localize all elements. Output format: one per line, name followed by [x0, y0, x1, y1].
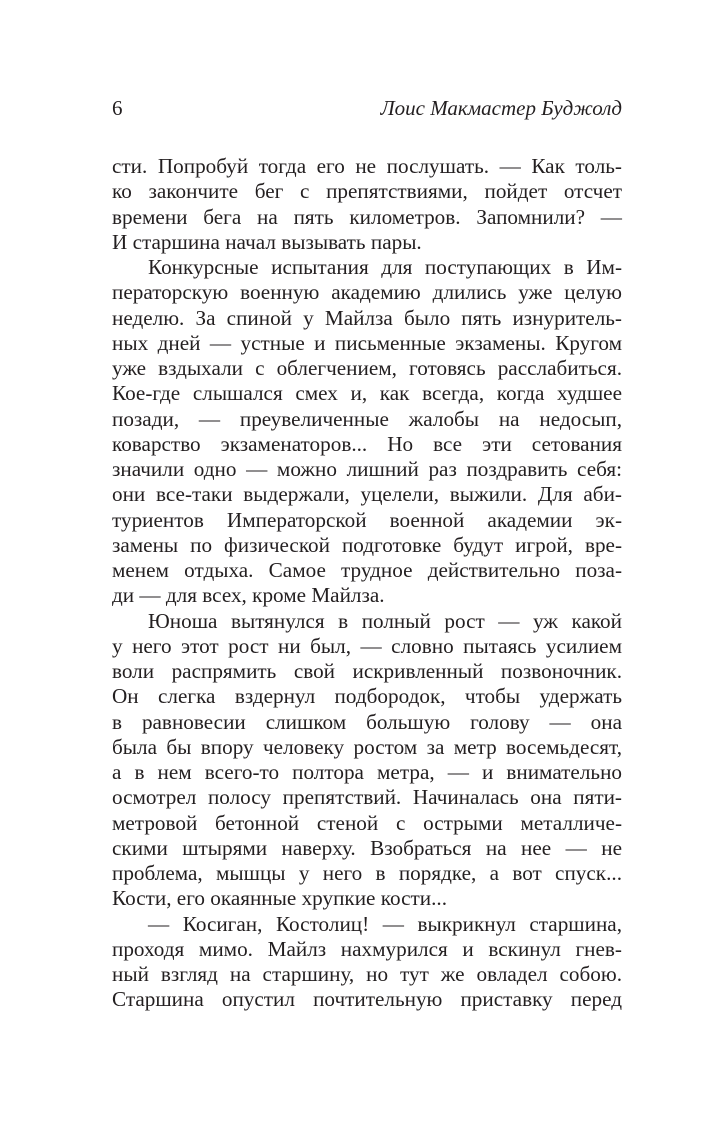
text-line: Он слегка вздернул подбородок, чтобы удержать [112, 684, 622, 709]
text-line: была бы впору человеку ростом за метр восемьдесят, [112, 734, 622, 759]
running-title: Лоис Макмастер Буджолд [380, 96, 622, 120]
text-line: они все-таки выдержали, уцелели, выжили. Для аби- [112, 482, 622, 507]
text-line: ных дней — устные и письменные экзамены. Кругом [112, 330, 622, 355]
text-line: воли распрямить свой искривленный позвоночник. [112, 659, 622, 683]
text-line: туриентов Императорской военной академии эк- [112, 507, 622, 532]
text-line: ди — для всех, кроме Майлза. [112, 583, 385, 608]
text-line: уже вздыхали с облегчением, готовясь расслабиться. [112, 356, 622, 380]
page-number: 6 [112, 96, 123, 120]
text-line: в равновесии слишком большую голову — она [112, 709, 622, 734]
text-line: коварство экзаменаторов... Но все эти сетования [112, 431, 622, 456]
paragraph [112, 609, 622, 912]
text-line: Старшина опустил почтительную приставку перед [112, 987, 622, 1012]
text-line: значили одно — можно лишний раз поздравить себя: [112, 457, 622, 481]
text-line: ный взгляд на старшину, но тут же овладел собою. [112, 962, 622, 986]
text-line: И старшина начал вызывать пары. [112, 229, 422, 254]
body-text [112, 154, 622, 1013]
text-line: скими штырями наверху. Взобраться на нее — не [112, 835, 622, 860]
paragraph [112, 912, 622, 1013]
text-line: осмотрел полосу препятствий. Начиналась она пяти- [112, 785, 622, 810]
text-line: Конкурсные испытания для поступающих в Им- [148, 255, 622, 279]
text-line: у него этот рост ни был, — словно пытаясь усилием [112, 633, 622, 658]
text-line: проблема, мышцы у него в порядке, а вот спуск... [112, 861, 622, 885]
paragraph [112, 154, 622, 255]
text-line: проходя мимо. Майлз нахмурился и вскинул гнев- [112, 936, 622, 961]
text-line: замены по физической подготовке будут игрой, вре- [112, 532, 622, 557]
text-line: — Косиган, Костолиц! — выкрикнул старшина, [148, 911, 622, 936]
text-line: Юноша вытянулся в полный рост — уж какой [148, 608, 622, 633]
text-line: сти. Попробуй тогда его не послушать. — Как толь- [112, 154, 622, 178]
text-line: Кости, его окаянные хрупкие кости... [112, 886, 447, 911]
text-line: метровой бетонной стеной с острыми металличе- [112, 810, 622, 835]
text-line: менем отдыха. Самое трудное действительно поза- [112, 558, 622, 582]
paragraph [112, 255, 622, 609]
text-line: ко закончите бег с препятствиями, пойдет отсчет [112, 179, 622, 204]
text-line: времени бега на пять километров. Запомнили? — [112, 204, 622, 229]
text-line: а в нем всего-то полтора метра, — и внимательно [112, 760, 622, 784]
text-line: неделю. За спиной у Майлза было пять изнуритель- [112, 305, 622, 330]
text-line: Кое-где слышался смех и, как всегда, когда худшее [112, 381, 622, 406]
page-header [112, 96, 622, 126]
text-line: ператорскую военную академию длились уже целую [112, 280, 622, 305]
text-line: позади, — преувеличенные жалобы на недосып, [112, 406, 622, 431]
